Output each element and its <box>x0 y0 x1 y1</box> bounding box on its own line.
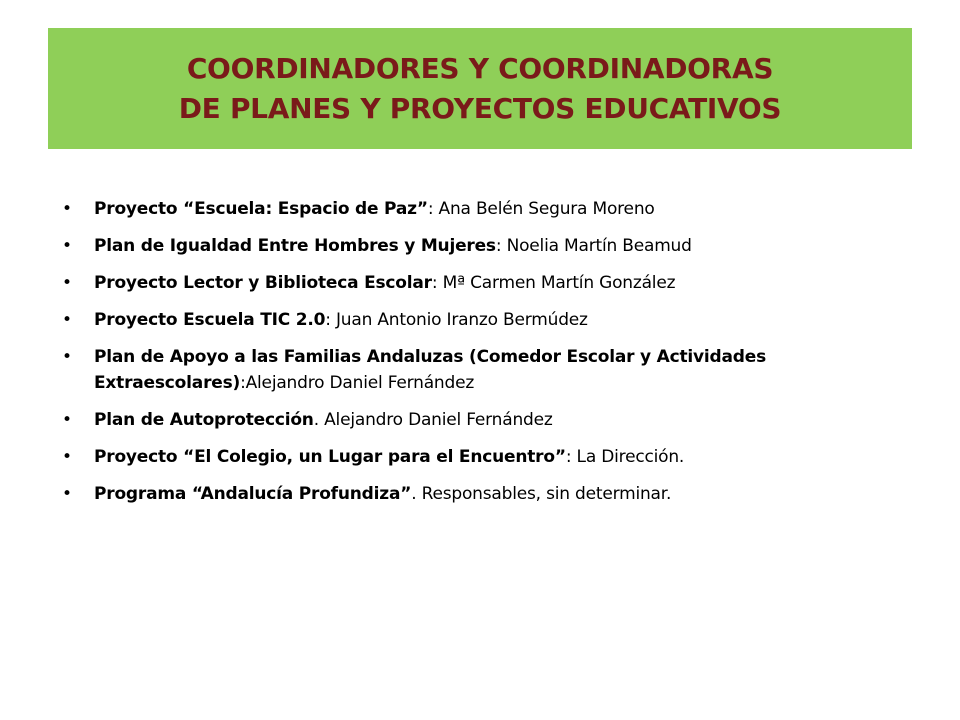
bullet-icon: • <box>62 199 72 219</box>
item-project-name: Proyecto “Escuela: Espacio de Paz” <box>94 199 428 219</box>
list-item <box>62 481 902 507</box>
list-item <box>62 233 902 259</box>
item-coordinator: :Alejandro Daniel Fernández <box>240 373 475 393</box>
slide-title-banner <box>48 28 912 149</box>
list-item <box>62 407 902 433</box>
item-project-name: Proyecto “El Colegio, un Lugar para el Encuentro” <box>94 447 566 467</box>
item-project-name: Plan de Autoprotección <box>94 410 314 430</box>
list-item <box>62 270 902 296</box>
item-coordinator: : La Dirección. <box>565 447 685 467</box>
slide-title-line-1: COORDINADORES Y COORDINADORAS <box>186 51 774 85</box>
item-coordinator: : Mª Carmen Martín González <box>431 273 676 293</box>
item-coordinator: : Ana Belén Segura Moreno <box>427 199 655 219</box>
bullet-icon: • <box>62 410 72 430</box>
slide-title-line-2: DE PLANES Y PROYECTOS EDUCATIVOS <box>178 91 782 125</box>
item-coordinator: . Responsables, sin determinar. <box>411 484 672 504</box>
item-coordinator: . Alejandro Daniel Fernández <box>313 410 553 430</box>
bullet-icon: • <box>62 447 72 467</box>
list-item <box>62 444 902 470</box>
coordinators-list <box>62 196 902 518</box>
item-project-name: Proyecto Escuela TIC 2.0 <box>94 310 326 330</box>
list-item <box>62 307 902 333</box>
bullet-icon: • <box>62 484 72 504</box>
item-project-name: Programa “Andalucía Profundiza” <box>94 484 412 504</box>
list-item <box>62 344 902 396</box>
item-coordinator: : Juan Antonio Iranzo Bermúdez <box>325 310 588 330</box>
list-item <box>62 196 902 222</box>
bullet-icon: • <box>62 273 72 293</box>
item-project-name: Plan de Igualdad Entre Hombres y Mujeres <box>94 236 496 256</box>
item-project-name: Plan de Apoyo a las Familias Andaluzas (Comedor Escolar y Actividades Extraescolares) <box>94 347 766 393</box>
bullet-icon: • <box>62 347 72 367</box>
bullet-icon: • <box>62 310 72 330</box>
bullet-icon: • <box>62 236 72 256</box>
item-project-name: Proyecto Lector y Biblioteca Escolar <box>94 273 432 293</box>
item-coordinator: : Noelia Martín Beamud <box>495 236 692 256</box>
